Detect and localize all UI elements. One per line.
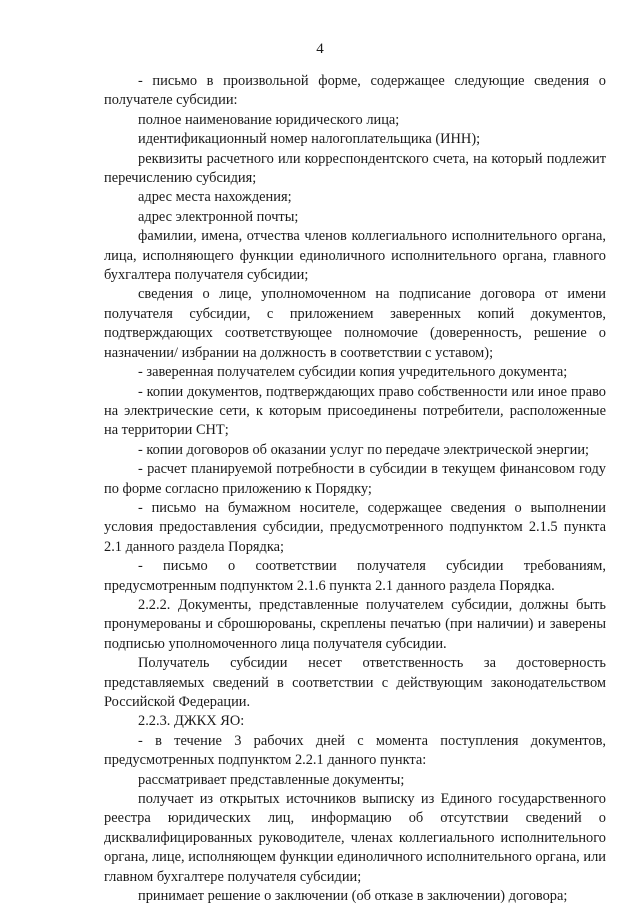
paragraph: идентификационный номер налогоплательщика (ИНН); bbox=[138, 131, 481, 148]
paragraph: реквизиты расчетного или корреспондентского счета, на который подлежит перечислению субсидия; bbox=[104, 150, 606, 187]
paragraph: - заверенная получателем субсидии копия учредительного документа; bbox=[138, 364, 568, 381]
paragraph: принимает решение о заключении (об отказе в заключении) договора; bbox=[138, 888, 568, 905]
page-number: 4 bbox=[316, 41, 324, 57]
paragraph: - в течение 3 рабочих дней с момента поступления документов, предусмотренных подпунктом 2.2.1 данного пункта: bbox=[104, 732, 606, 769]
paragraph: - расчет планируемой потребности в субсидии в текущем финансовом году по форме согласно приложению к Порядку; bbox=[104, 461, 606, 497]
paragraph: - письмо в произвольной форме, содержащее следующие сведения о получателе субсидии: bbox=[104, 73, 606, 109]
paragraph: рассматривает представленные документы; bbox=[138, 771, 405, 788]
paragraph: фамилии, имена, отчества членов коллегиального исполнительного органа, лица, исполняющего функции единоличного исполнительного органа, главного бухгалтера получателя субсидии; bbox=[104, 228, 606, 284]
paragraph: - копии договоров об оказании услуг по передаче электрической энергии; bbox=[138, 441, 590, 458]
paragraph: адрес электронной почты; bbox=[138, 208, 299, 225]
paragraph: 2.2.3. ДЖКХ ЯО: bbox=[138, 713, 245, 730]
paragraph: - письмо о соответствии получателя субсидии требованиям, предусмотренным подпунктом 2.1.6 пункта 2.1 данного раздела Порядка. bbox=[104, 558, 606, 594]
paragraph: - копии документов, подтверждающих право собственности или иное право на электрические сети, к которым присоединены потребители, расположенные на территории СНТ; bbox=[104, 383, 606, 439]
paragraph: - письмо на бумажном носителе, содержащее сведения о выполнении условия предоставления субсидии, предусмотренного подпунктом 2.1.5 пункта 2.1 данного раздела Порядка; bbox=[104, 499, 606, 555]
paragraph: 2.2.2. Документы, представленные получателем субсидии, должны быть пронумерованы и сброшюрованы, скреплены печатью (при наличии) и заверены подписью уполномоченного лица получателя субсидии. bbox=[104, 596, 606, 652]
paragraph: получает из открытых источников выписку из Единого государственного реестра юридических лиц, информацию об отсутствии сведений о дисквалифицированных руководителе, членах коллегиального исполнительного органа, лице, исполняющем функции единоличного исполнительного органа, или главном бухгалтере получателя субсидии; bbox=[104, 791, 606, 885]
paragraph: сведения о лице, уполномоченном на подписание договора от имени получателя субсидии, с приложением заверенных копий документов, подтверждающих соответствующее полномочие (доверенность, решение о назначении/ избрании на должность в соответствии с уставом); bbox=[104, 286, 606, 361]
document-body bbox=[104, 72, 606, 906]
paragraph: адрес места нахождения; bbox=[138, 189, 292, 206]
paragraph: полное наименование юридического лица; bbox=[138, 111, 400, 128]
paragraph: Получатель субсидии несет ответственность за достоверность представляемых сведений в соответствии с действующим законодательством Российской Федерации. bbox=[104, 655, 606, 710]
